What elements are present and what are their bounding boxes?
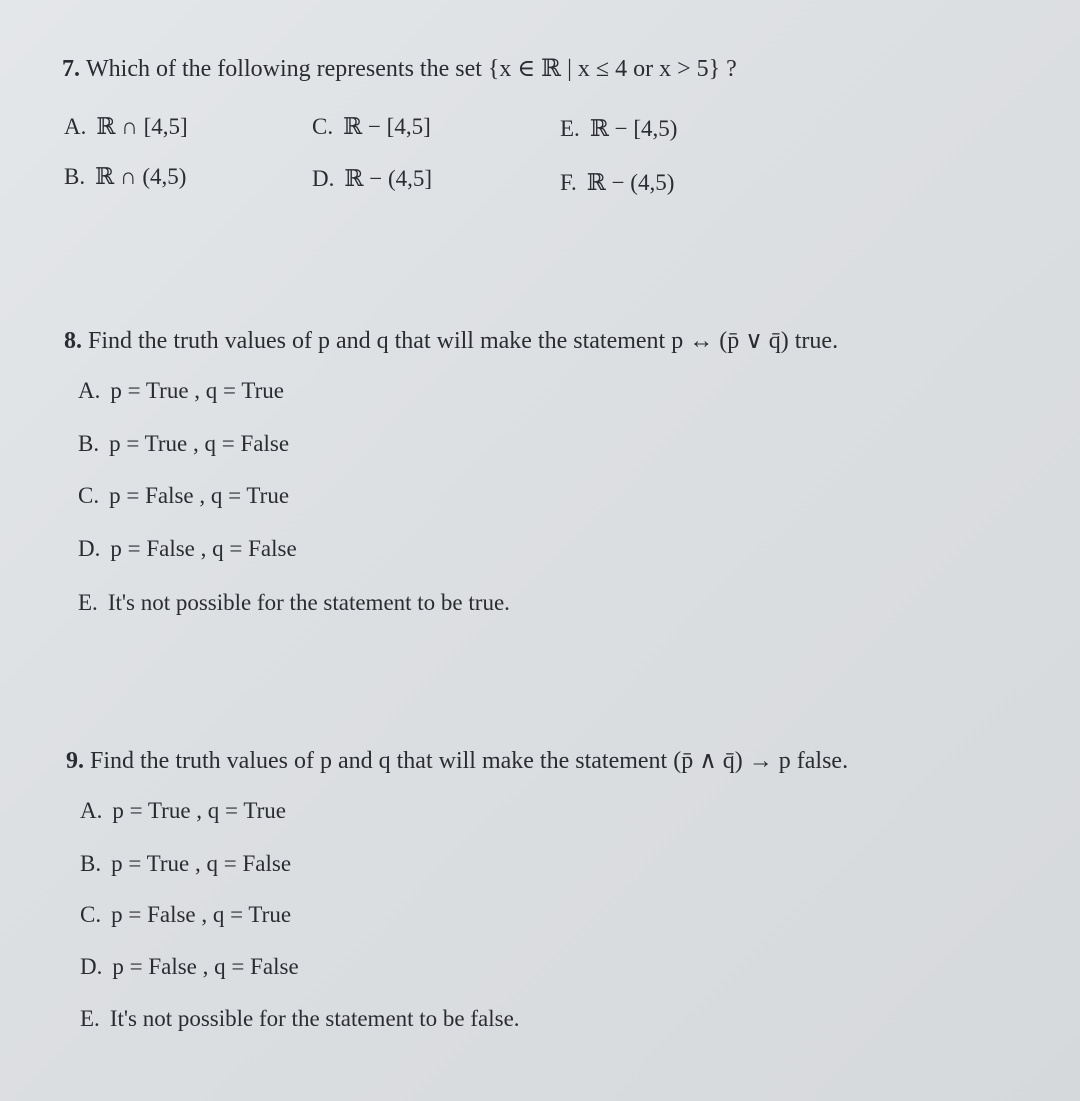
option-letter: D. xyxy=(80,954,103,979)
q7-option-b[interactable] xyxy=(64,164,186,190)
question-text: Find the truth values of p and q that will make the statement (p̄ ∧ q̄) → p false. xyxy=(90,748,849,774)
option-letter: C. xyxy=(312,114,334,139)
option-text: p = False , q = False xyxy=(112,954,299,979)
question-number: 9. xyxy=(66,748,84,774)
option-text: ℝ − (4,5) xyxy=(586,170,675,195)
option-letter: B. xyxy=(64,164,86,189)
q7-option-c[interactable] xyxy=(312,114,431,140)
option-text: p = True , q = False xyxy=(111,851,292,876)
option-letter: C. xyxy=(78,483,100,508)
option-letter: D. xyxy=(78,536,101,561)
question-7 xyxy=(62,54,737,83)
option-text: p = False , q = True xyxy=(109,483,290,508)
option-text: p = False , q = False xyxy=(110,536,297,561)
option-letter: A. xyxy=(80,798,103,823)
q7-option-d[interactable] xyxy=(312,166,432,192)
option-text: ℝ ∩ (4,5) xyxy=(95,164,187,189)
option-text: p = True , q = True xyxy=(112,798,286,823)
option-letter: A. xyxy=(78,378,101,403)
question-number: 7. xyxy=(62,56,80,82)
question-text: Find the truth values of p and q that will make the statement p ↔ (p̄ ∨ q̄) true. xyxy=(88,328,839,354)
q9-option-c[interactable] xyxy=(80,902,291,928)
q7-option-f[interactable] xyxy=(560,170,674,196)
option-letter: E. xyxy=(80,1006,100,1031)
option-letter: C. xyxy=(80,902,102,927)
q8-option-e[interactable] xyxy=(78,590,510,616)
option-letter: F. xyxy=(560,170,577,195)
option-text: ℝ − [4,5) xyxy=(589,116,678,141)
option-text: ℝ ∩ [4,5] xyxy=(96,114,188,139)
option-text: It's not possible for the statement to be false. xyxy=(109,1006,520,1031)
q9-option-a[interactable] xyxy=(80,798,286,824)
q8-option-b[interactable] xyxy=(78,431,289,457)
option-letter: A. xyxy=(64,114,87,139)
q9-option-b[interactable] xyxy=(80,851,291,877)
option-letter: E. xyxy=(78,590,98,615)
q9-option-d[interactable] xyxy=(80,954,299,980)
question-9 xyxy=(66,746,848,775)
q8-option-a[interactable] xyxy=(78,378,284,404)
option-letter: B. xyxy=(80,851,102,876)
q9-option-e[interactable] xyxy=(80,1006,520,1032)
option-letter: E. xyxy=(560,116,580,141)
q7-option-a[interactable] xyxy=(64,114,188,140)
q8-option-c[interactable] xyxy=(78,483,289,509)
question-8 xyxy=(64,326,838,355)
q7-option-e[interactable] xyxy=(560,116,677,142)
option-text: ℝ − (4,5] xyxy=(344,166,433,191)
option-text: p = True , q = False xyxy=(109,431,290,456)
q8-option-d[interactable] xyxy=(78,536,297,562)
option-letter: D. xyxy=(312,166,335,191)
option-text: p = True , q = True xyxy=(110,378,284,403)
option-letter: B. xyxy=(78,431,100,456)
option-text: ℝ − [4,5] xyxy=(343,114,431,139)
option-text: p = False , q = True xyxy=(111,902,292,927)
question-number: 8. xyxy=(64,328,82,354)
question-text: Which of the following represents the set {x ∈ ℝ | x ≤ 4 or x > 5} ? xyxy=(86,56,737,82)
option-text: It's not possible for the statement to be true. xyxy=(107,590,510,615)
